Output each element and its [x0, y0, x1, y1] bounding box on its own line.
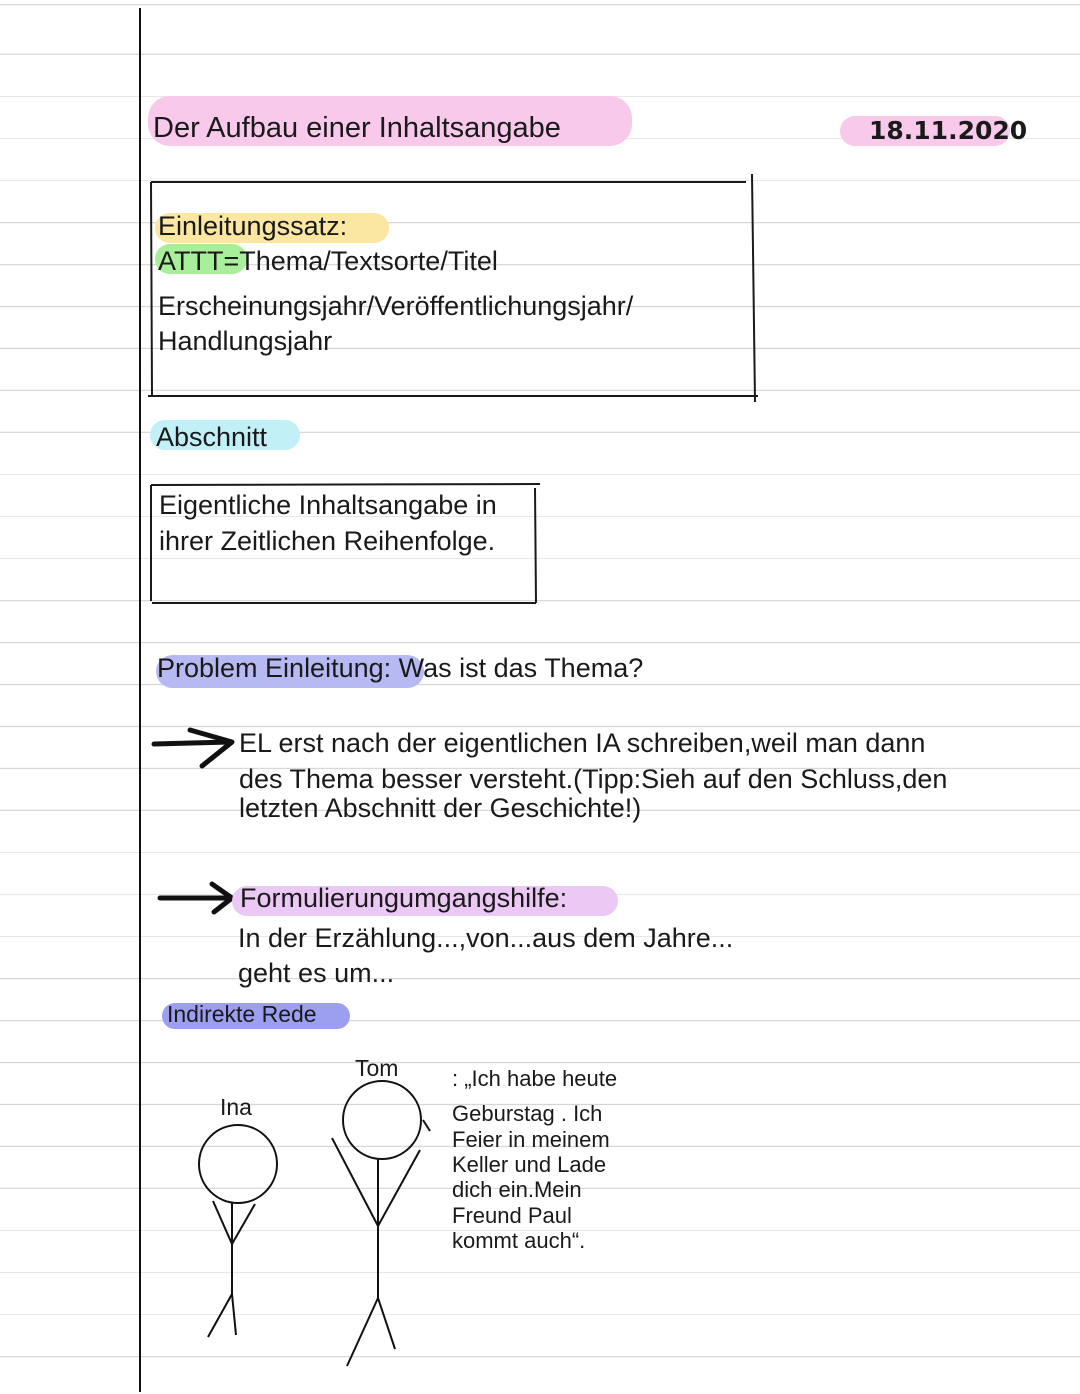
- speech-line: dich ein.Mein: [452, 1177, 582, 1202]
- ina-label: Ina: [220, 1094, 252, 1120]
- speech-line: Feier in meinem: [452, 1127, 610, 1152]
- tom-label: Tom: [355, 1055, 399, 1081]
- problem-question: Was ist das Thema?: [391, 653, 644, 683]
- note2-line-1: In der Erzählung...,von...aus dem Jahre...: [238, 923, 734, 953]
- speech-line: : „Ich habe heute: [452, 1066, 618, 1091]
- attt-definition: =Thema/Textsorte/Titel: [223, 246, 498, 276]
- note2-heading: Formulierungumgangshilfe:: [240, 883, 568, 913]
- problem-label: Problem Einleitung:: [157, 653, 392, 683]
- note1-line-2: des Thema besser versteht.(Tipp:Sieh auf den Schluss,den: [239, 764, 948, 794]
- date-label: 18.11.2020: [869, 116, 1028, 145]
- intro-line-3: Erscheinungsjahr/Veröffentlichungsjahr/: [158, 291, 634, 321]
- section-label: Abschnitt: [156, 422, 268, 452]
- section-box-line-2: ihrer Zeitlichen Reihenfolge.: [159, 526, 496, 556]
- intro-line-4: Handlungsjahr: [158, 326, 333, 356]
- page-title: Der Aufbau einer Inhaltsangabe: [153, 112, 561, 144]
- speech-line: Freund Paul: [452, 1203, 572, 1228]
- note1-line-3: letzten Abschnitt der Geschichte!): [239, 793, 642, 823]
- indirect-label: Indirekte Rede: [167, 1001, 317, 1027]
- intro-heading: Einleitungssatz:: [158, 211, 348, 241]
- section-box-line-1: Eigentliche Inhaltsangabe in: [159, 490, 497, 520]
- speech-line: kommt auch“.: [452, 1228, 586, 1253]
- speech-line: Geburstag . Ich: [452, 1101, 603, 1126]
- note1-line-1: EL erst nach der eigentlichen IA schreiben,weil man dann: [239, 728, 926, 758]
- attt-label: ATTT: [158, 246, 224, 276]
- speech-line: Keller und Lade: [452, 1152, 607, 1177]
- note2-line-2: geht es um...: [238, 958, 395, 988]
